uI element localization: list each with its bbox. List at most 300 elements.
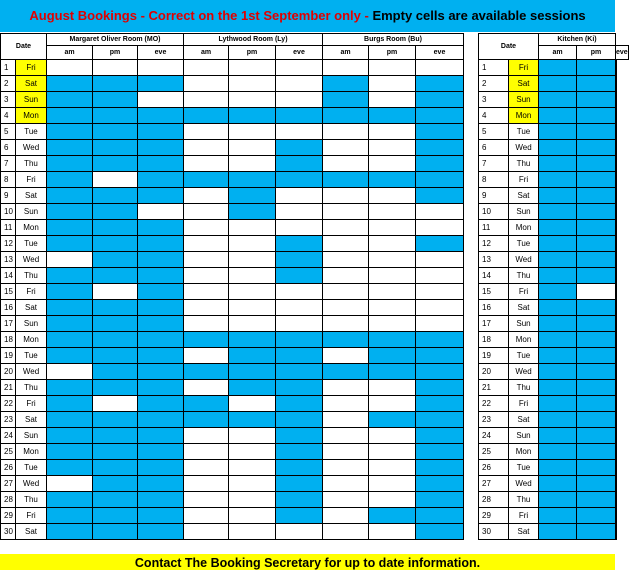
booked-cell <box>46 155 93 172</box>
day-name: Fri <box>508 171 539 188</box>
date-number: 10 <box>0 203 16 220</box>
booked-cell <box>615 523 617 540</box>
booked-cell <box>92 427 138 444</box>
title-part-black: Empty cells are available sessions <box>368 8 586 23</box>
available-cell <box>368 299 416 316</box>
date-number: 16 <box>478 299 509 316</box>
booked-cell <box>275 507 323 524</box>
booked-cell <box>183 331 229 348</box>
available-cell <box>322 411 369 428</box>
session-header: eve <box>137 45 184 60</box>
available-cell <box>137 91 184 108</box>
booked-cell <box>576 507 616 524</box>
booked-cell <box>92 363 138 380</box>
booked-cell <box>576 427 616 444</box>
date-number: 29 <box>478 507 509 524</box>
booked-cell <box>615 491 617 508</box>
date-number: 16 <box>0 299 16 316</box>
booked-cell <box>615 283 617 300</box>
available-cell <box>275 299 323 316</box>
booked-cell <box>46 235 93 252</box>
day-name: Thu <box>15 267 47 284</box>
date-number: 11 <box>0 219 16 236</box>
date-number: 18 <box>0 331 16 348</box>
booked-cell <box>92 219 138 236</box>
room-header: Burgs Room (Bu) <box>322 33 464 46</box>
date-number: 6 <box>478 139 509 156</box>
booked-cell <box>415 155 464 172</box>
booked-cell <box>322 331 369 348</box>
available-cell <box>368 459 416 476</box>
available-cell <box>322 139 369 156</box>
date-number: 28 <box>0 491 16 508</box>
date-number: 17 <box>0 315 16 332</box>
day-name: Sun <box>15 203 47 220</box>
booked-cell <box>615 155 617 172</box>
available-cell <box>183 459 229 476</box>
booked-cell <box>415 363 464 380</box>
session-header: pm <box>228 45 276 60</box>
booked-cell <box>92 139 138 156</box>
booked-cell <box>275 267 323 284</box>
booked-cell <box>615 347 617 364</box>
day-name: Wed <box>15 251 47 268</box>
available-cell <box>228 283 276 300</box>
booked-cell <box>137 75 184 92</box>
available-cell <box>322 283 369 300</box>
available-cell <box>183 427 229 444</box>
booked-cell <box>615 251 617 268</box>
booked-cell <box>415 171 464 188</box>
booked-cell <box>46 395 93 412</box>
available-cell <box>368 155 416 172</box>
session-header: pm <box>92 45 138 60</box>
available-cell <box>322 267 369 284</box>
booked-cell <box>538 91 577 108</box>
booked-cell <box>275 155 323 172</box>
booked-cell <box>137 283 184 300</box>
day-name: Wed <box>508 251 539 268</box>
booked-cell <box>46 411 93 428</box>
booked-cell <box>538 203 577 220</box>
booked-cell <box>46 91 93 108</box>
booked-cell <box>538 235 577 252</box>
booked-cell <box>275 459 323 476</box>
available-cell <box>368 267 416 284</box>
available-cell <box>183 59 229 76</box>
day-name: Wed <box>508 139 539 156</box>
day-name: Thu <box>508 155 539 172</box>
booked-cell <box>92 203 138 220</box>
booked-cell <box>415 139 464 156</box>
booked-cell <box>46 459 93 476</box>
booked-cell <box>415 507 464 524</box>
available-cell <box>368 395 416 412</box>
booked-cell <box>576 91 616 108</box>
available-cell <box>275 75 323 92</box>
date-number: 14 <box>478 267 509 284</box>
booked-cell <box>137 459 184 476</box>
booked-cell <box>538 219 577 236</box>
available-cell <box>137 203 184 220</box>
day-name: Sat <box>508 187 539 204</box>
available-cell <box>228 491 276 508</box>
day-name: Sat <box>15 299 47 316</box>
booked-cell <box>183 107 229 124</box>
booked-cell <box>92 507 138 524</box>
booked-cell <box>415 395 464 412</box>
booked-cell <box>275 139 323 156</box>
available-cell <box>415 219 464 236</box>
booked-cell <box>538 155 577 172</box>
day-name: Tue <box>15 459 47 476</box>
booked-cell <box>228 411 276 428</box>
booked-cell <box>183 363 229 380</box>
booked-cell <box>46 219 93 236</box>
available-cell <box>368 235 416 252</box>
date-number: 1 <box>0 59 16 76</box>
booked-cell <box>137 155 184 172</box>
date-number: 23 <box>478 411 509 428</box>
booked-cell <box>615 171 617 188</box>
booked-cell <box>137 299 184 316</box>
booked-cell <box>538 427 577 444</box>
available-cell <box>415 59 464 76</box>
booked-cell <box>615 507 617 524</box>
booked-cell <box>576 347 616 364</box>
booked-cell <box>46 443 93 460</box>
available-cell <box>183 75 229 92</box>
booked-cell <box>228 363 276 380</box>
booked-cell <box>275 491 323 508</box>
day-name: Sat <box>15 75 47 92</box>
available-cell <box>228 235 276 252</box>
booked-cell <box>322 363 369 380</box>
booked-cell <box>415 523 464 540</box>
booked-cell <box>92 235 138 252</box>
booked-cell <box>92 331 138 348</box>
booked-cell <box>415 427 464 444</box>
day-name: Tue <box>508 459 539 476</box>
booked-cell <box>538 267 577 284</box>
day-name: Sun <box>15 91 47 108</box>
booked-cell <box>368 507 416 524</box>
booked-cell <box>46 171 93 188</box>
booked-cell <box>415 379 464 396</box>
booked-cell <box>46 283 93 300</box>
booked-cell <box>615 75 617 92</box>
available-cell <box>368 123 416 140</box>
day-name: Tue <box>15 123 47 140</box>
booked-cell <box>137 395 184 412</box>
date-number: 9 <box>478 187 509 204</box>
available-cell <box>228 459 276 476</box>
available-cell <box>322 491 369 508</box>
booked-cell <box>538 363 577 380</box>
day-name: Thu <box>508 267 539 284</box>
booked-cell <box>137 523 184 540</box>
booked-cell <box>92 251 138 268</box>
booked-cell <box>415 235 464 252</box>
day-name: Sat <box>15 411 47 428</box>
available-cell <box>137 59 184 76</box>
available-cell <box>615 107 617 124</box>
booked-cell <box>368 331 416 348</box>
available-cell <box>183 155 229 172</box>
day-name: Mon <box>15 443 47 460</box>
available-cell <box>275 59 323 76</box>
booked-cell <box>576 443 616 460</box>
booked-cell <box>538 507 577 524</box>
booked-cell <box>92 315 138 332</box>
booked-cell <box>228 331 276 348</box>
booked-cell <box>576 139 616 156</box>
date-number: 8 <box>478 171 509 188</box>
booked-cell <box>46 331 93 348</box>
booked-cell <box>538 347 577 364</box>
date-number: 18 <box>478 331 509 348</box>
date-number: 19 <box>0 347 16 364</box>
booked-cell <box>137 411 184 428</box>
date-number: 27 <box>0 475 16 492</box>
available-cell <box>275 123 323 140</box>
booked-cell <box>322 171 369 188</box>
date-number: 3 <box>0 91 16 108</box>
booked-cell <box>415 123 464 140</box>
date-number: 30 <box>478 523 509 540</box>
available-cell <box>322 315 369 332</box>
day-name: Mon <box>15 107 47 124</box>
session-header: eve <box>415 45 464 60</box>
day-name: Sun <box>508 203 539 220</box>
booked-cell <box>137 427 184 444</box>
booked-cell <box>615 331 617 348</box>
date-number: 24 <box>478 427 509 444</box>
available-cell <box>322 475 369 492</box>
booked-cell <box>46 507 93 524</box>
available-cell <box>228 59 276 76</box>
available-cell <box>368 91 416 108</box>
day-name: Sat <box>15 187 47 204</box>
booked-cell <box>576 203 616 220</box>
booked-cell <box>576 251 616 268</box>
booked-cell <box>46 347 93 364</box>
available-cell <box>368 475 416 492</box>
available-cell <box>368 283 416 300</box>
available-cell <box>322 123 369 140</box>
available-cell <box>322 443 369 460</box>
booked-cell <box>92 91 138 108</box>
available-cell <box>183 203 229 220</box>
booked-cell <box>92 75 138 92</box>
booked-cell <box>46 187 93 204</box>
booked-cell <box>92 155 138 172</box>
booked-cell <box>322 107 369 124</box>
available-cell <box>228 75 276 92</box>
available-cell <box>183 251 229 268</box>
available-cell <box>183 443 229 460</box>
date-number: 29 <box>0 507 16 524</box>
booked-cell <box>275 395 323 412</box>
booked-cell <box>576 331 616 348</box>
booked-cell <box>415 75 464 92</box>
booked-cell <box>415 91 464 108</box>
booked-cell <box>576 107 616 124</box>
booked-cell <box>92 107 138 124</box>
date-number: 2 <box>478 75 509 92</box>
available-cell <box>228 219 276 236</box>
booked-cell <box>538 123 577 140</box>
booked-cell <box>615 219 617 236</box>
booked-cell <box>576 171 616 188</box>
booked-cell <box>92 459 138 476</box>
date-number: 7 <box>0 155 16 172</box>
booked-cell <box>538 171 577 188</box>
booked-cell <box>538 299 577 316</box>
booked-cell <box>538 475 577 492</box>
available-cell <box>228 507 276 524</box>
day-name: Sun <box>508 427 539 444</box>
day-name: Thu <box>508 491 539 508</box>
booked-cell <box>275 427 323 444</box>
booked-cell <box>576 315 616 332</box>
available-cell <box>615 139 617 156</box>
date-number: 15 <box>0 283 16 300</box>
available-cell <box>322 427 369 444</box>
booked-cell <box>137 251 184 268</box>
available-cell <box>415 251 464 268</box>
available-cell <box>368 139 416 156</box>
booked-cell <box>46 299 93 316</box>
date-number: 20 <box>0 363 16 380</box>
booked-cell <box>228 187 276 204</box>
available-cell <box>368 491 416 508</box>
available-cell <box>322 379 369 396</box>
booked-cell <box>137 347 184 364</box>
date-number: 2 <box>0 75 16 92</box>
booked-cell <box>615 443 617 460</box>
booked-cell <box>46 427 93 444</box>
day-name: Fri <box>508 395 539 412</box>
available-cell <box>415 267 464 284</box>
day-name: Fri <box>508 283 539 300</box>
booked-cell <box>368 171 416 188</box>
day-name: Tue <box>508 123 539 140</box>
date-number: 19 <box>478 347 509 364</box>
available-cell <box>183 491 229 508</box>
booked-cell <box>137 187 184 204</box>
booked-cell <box>92 523 138 540</box>
booked-cell <box>228 107 276 124</box>
booked-cell <box>228 379 276 396</box>
booked-cell <box>137 139 184 156</box>
date-number: 22 <box>0 395 16 412</box>
booked-cell <box>615 267 617 284</box>
booked-cell <box>368 363 416 380</box>
available-cell <box>368 315 416 332</box>
booked-cell <box>576 379 616 396</box>
available-cell <box>228 315 276 332</box>
booked-cell <box>415 491 464 508</box>
available-cell <box>46 475 93 492</box>
booked-cell <box>322 91 369 108</box>
title-part-red: August Bookings - Correct on the 1st September only - <box>29 8 369 23</box>
day-name: Sun <box>508 91 539 108</box>
booked-cell <box>615 235 617 252</box>
available-cell <box>46 363 93 380</box>
available-cell <box>275 187 323 204</box>
booked-cell <box>46 123 93 140</box>
available-cell <box>368 523 416 540</box>
available-cell <box>46 251 93 268</box>
day-name: Wed <box>15 139 47 156</box>
session-header: am <box>322 45 369 60</box>
available-cell <box>368 187 416 204</box>
booked-cell <box>415 459 464 476</box>
available-cell <box>322 219 369 236</box>
available-cell <box>183 187 229 204</box>
booked-cell <box>538 251 577 268</box>
booked-cell <box>538 331 577 348</box>
booked-cell <box>538 59 577 76</box>
date-number: 23 <box>0 411 16 428</box>
date-number: 13 <box>0 251 16 268</box>
available-cell <box>183 379 229 396</box>
available-cell <box>275 91 323 108</box>
booked-cell <box>576 75 616 92</box>
date-number: 22 <box>478 395 509 412</box>
date-number: 4 <box>0 107 16 124</box>
session-header: eve <box>615 45 629 60</box>
available-cell <box>368 219 416 236</box>
available-cell <box>275 283 323 300</box>
booked-cell <box>137 475 184 492</box>
date-number: 13 <box>478 251 509 268</box>
booked-cell <box>576 235 616 252</box>
available-cell <box>183 475 229 492</box>
booked-cell <box>275 107 323 124</box>
booked-cell <box>415 443 464 460</box>
booked-cell <box>615 411 617 428</box>
date-number: 9 <box>0 187 16 204</box>
booked-cell <box>137 315 184 332</box>
day-name: Mon <box>15 219 47 236</box>
day-name: Tue <box>15 235 47 252</box>
date-number: 27 <box>478 475 509 492</box>
day-name: Fri <box>15 171 47 188</box>
booked-cell <box>46 523 93 540</box>
available-cell <box>275 203 323 220</box>
available-cell <box>183 299 229 316</box>
date-number: 26 <box>0 459 16 476</box>
session-header: pm <box>368 45 416 60</box>
booked-cell <box>228 203 276 220</box>
booked-cell <box>576 395 616 412</box>
available-cell <box>92 59 138 76</box>
booked-cell <box>615 315 617 332</box>
available-cell <box>322 203 369 220</box>
booked-cell <box>322 75 369 92</box>
day-name: Fri <box>15 395 47 412</box>
booked-cell <box>137 379 184 396</box>
available-cell <box>322 347 369 364</box>
booked-cell <box>275 411 323 428</box>
available-cell <box>415 203 464 220</box>
day-name: Mon <box>508 107 539 124</box>
date-number: 11 <box>478 219 509 236</box>
session-header: am <box>183 45 229 60</box>
date-number: 24 <box>0 427 16 444</box>
